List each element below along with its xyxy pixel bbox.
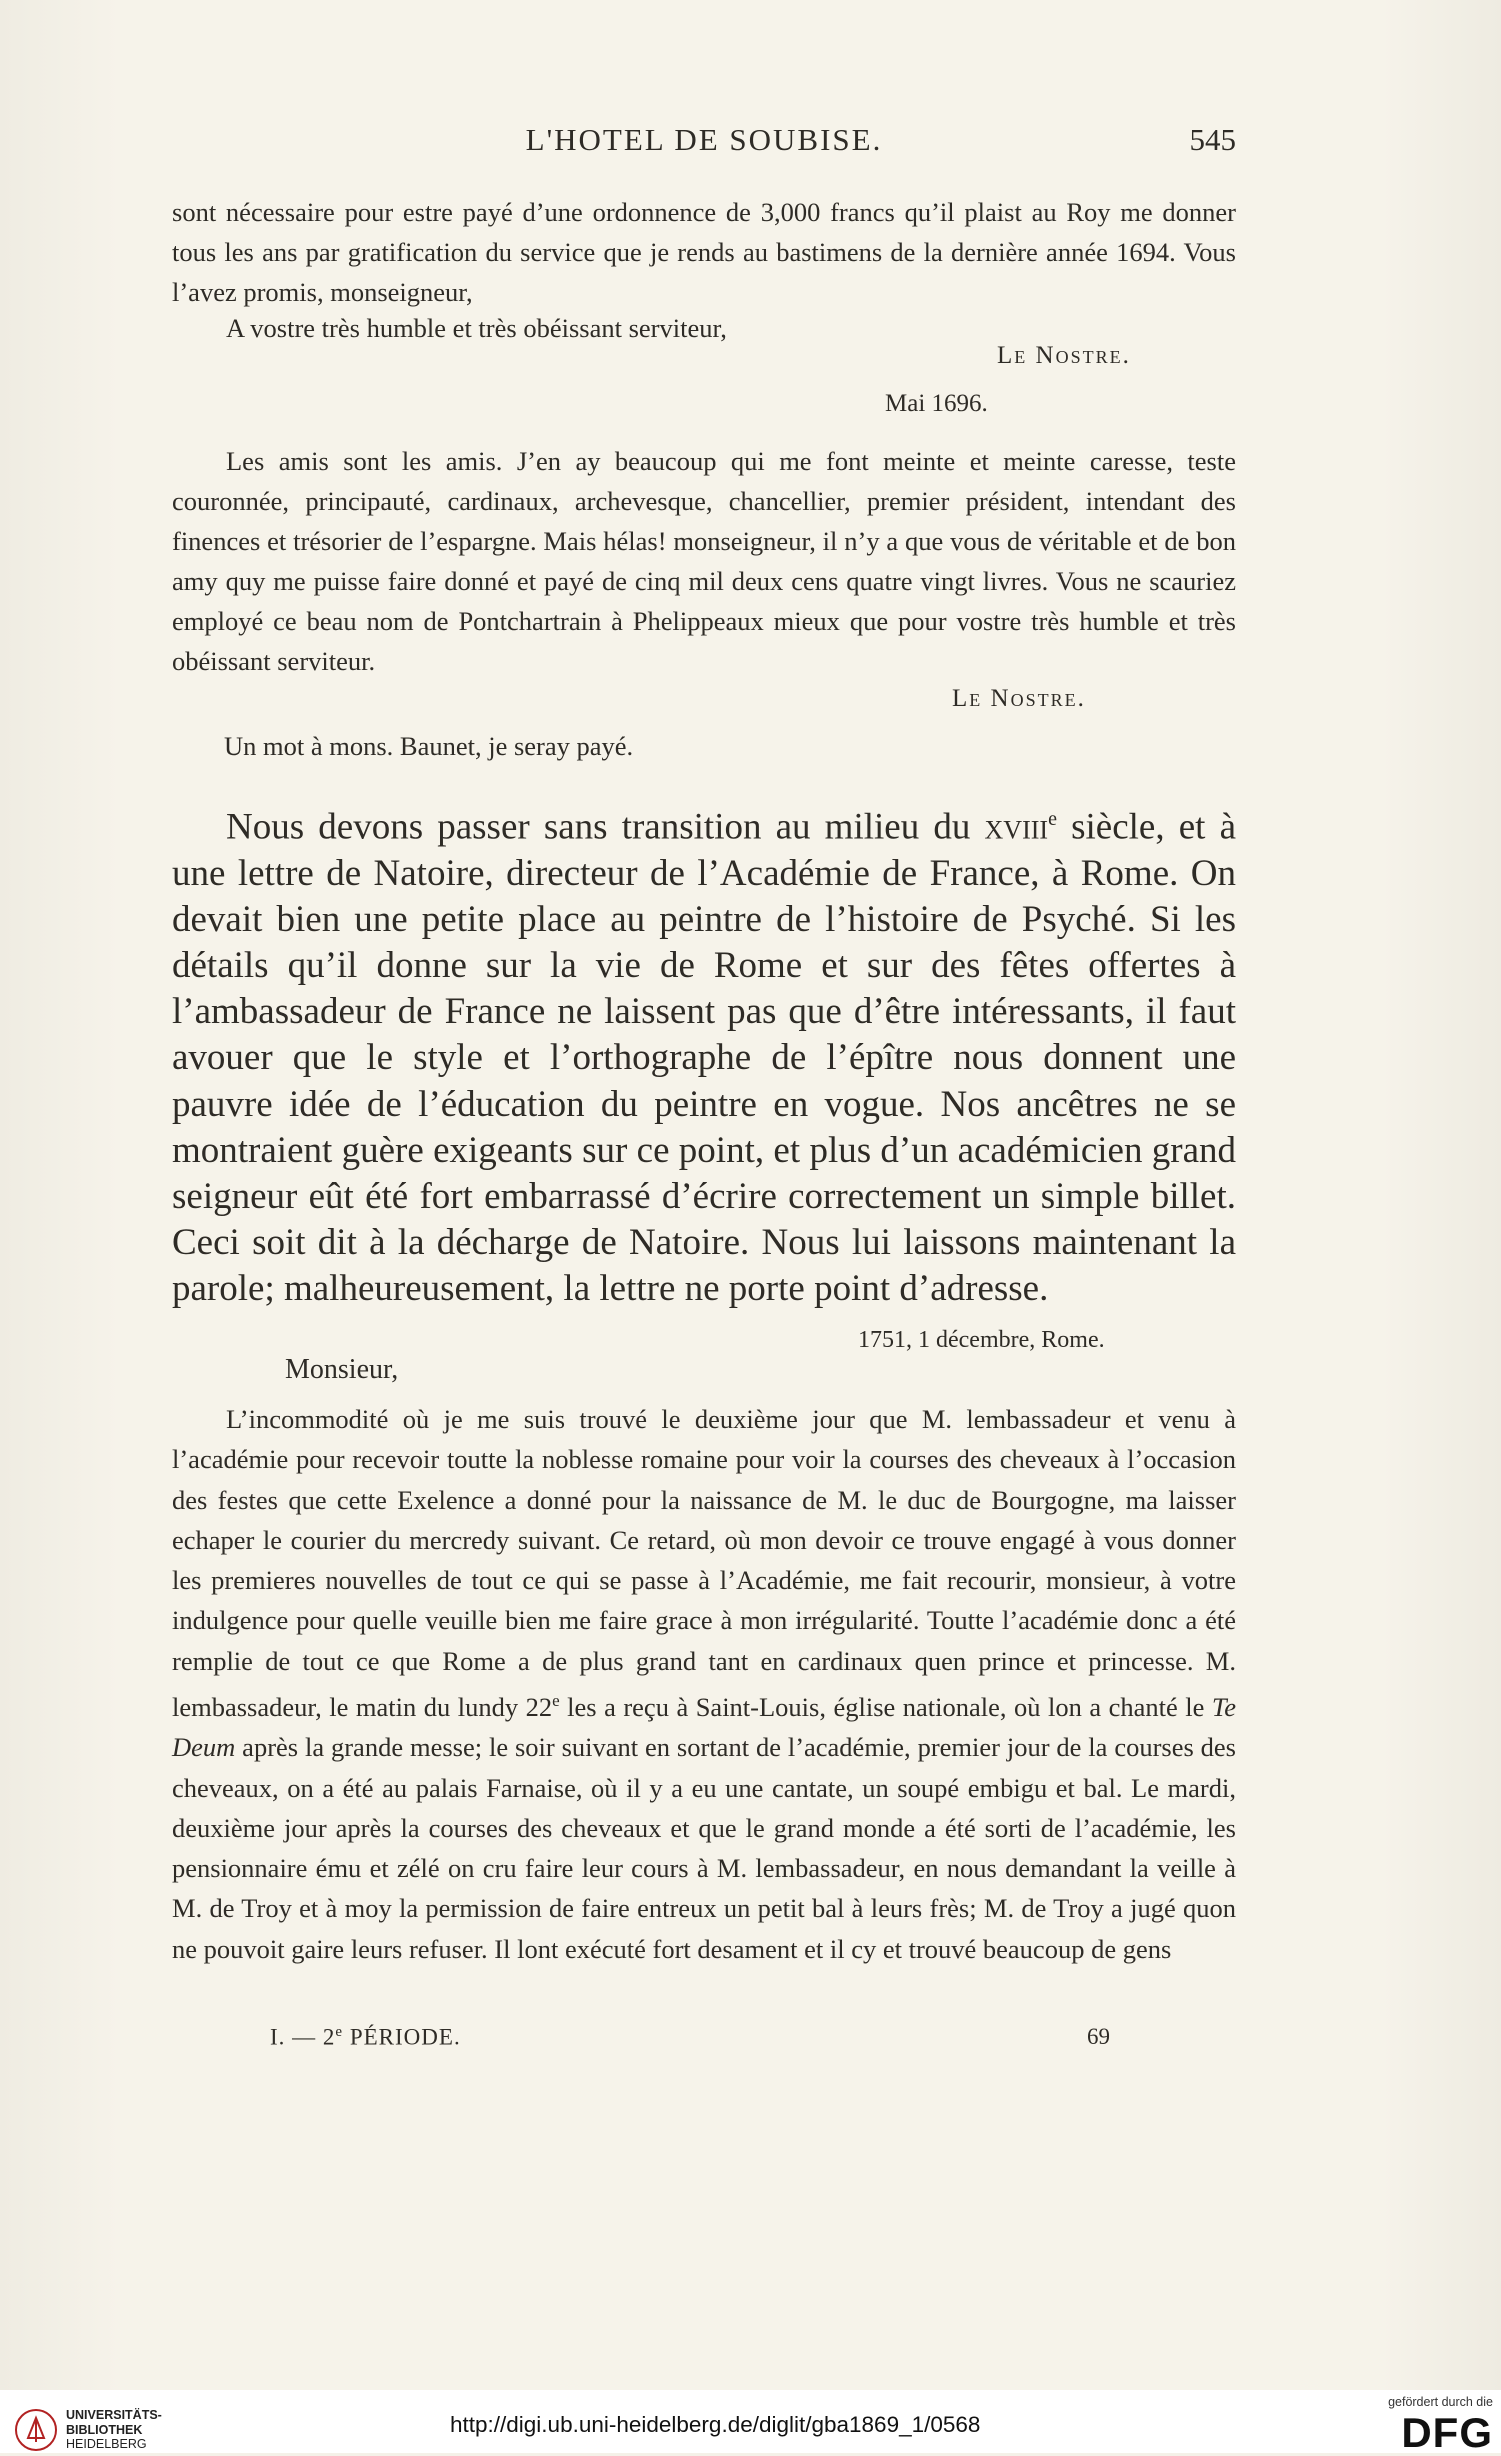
- signature-le-notre: Le Nostre.: [997, 342, 1131, 369]
- signature-mark: [270, 2024, 461, 2051]
- letter-body: sont nécessaire pour estre payé d’une ordonnence de 3,000 francs qu’il plaist au Roy me donner tous les ans par gratification du service que je rends au bastimens de la dernière année 1694. Vous l’avez promis, monseigneur,: [172, 197, 1236, 307]
- letter-body: L’incommodité où je me suis trouvé le deuxième jour que M. lembassadeur et venu à l’académie pour recevoir toutte la noblesse romaine pour voir la courses des cheveaux à l’occasion des festes que cette Exelence a donné pour la naissance de M. le duc de Bourgogne, ma laisser echaper le courier du mercredy suivant. Ce retard, où mon devoir ce trouve engagé à vous donner les premieres nouvelles de tout ce qui se passe à l’Académie, me fait recourir, monsieur, à votre indulgence pour quelle veuille bien me faire grace à mon irrégularité. Toutte l’académie donc a été remplie de tout ce que Rome a de plus grand tant en cardinaux quen prince et princesse. M. lembassadeur, le matin du lundy 22: [172, 1404, 1236, 1722]
- signature-mark-rest: PÉRIODE.: [343, 2024, 461, 2050]
- signature-mark-text: I. — 2: [270, 2024, 336, 2050]
- century-numeral: xviii: [984, 806, 1049, 848]
- letter-date: 1751, 1 décembre, Rome.: [858, 1327, 1105, 1353]
- letter-date: Mai 1696.: [885, 390, 988, 417]
- funded-label: gefördert durch die: [1388, 2395, 1493, 2409]
- letter-le-notre-1: [172, 192, 1236, 312]
- letter-body: les a reçu à Saint-Louis, église nationale, où lon a chanté le: [559, 1691, 1212, 1722]
- commentary-paragraph: [172, 796, 1236, 1313]
- postscript: Un mot à mons. Baunet, je seray payé.: [224, 731, 634, 761]
- letter-body: Les amis sont les amis. J’en ay beaucoup qui me font meinte et meinte caresse, teste couronnée, principauté, cardinaux, archevesque, chancellier, premier président, intendant des finences et trésorier de l’espargne. Mais hélas! monseigneur, il n’y a que vous de véritable et de bon amy quy me puisse faire donné et payé de cinq mil deux cens quatre vingt livres. Vous ne scauriez employé ce beau nom de Pontchartrain à Phelippeaux mieux que pour vostre très humble et très obéissant serviteur.: [172, 446, 1236, 676]
- signature-mark-sup: e: [335, 2024, 344, 2040]
- library-name: [66, 2408, 162, 2452]
- signature-le-notre: Le Nostre.: [952, 685, 1086, 712]
- letter-body: après la grande messe; le soir suivant en sortant de l’académie, premier jour de la courses des cheveaux, on a été au palais Farnaise, où il y a eu une cantate, un soupé embigu et bal. Le mardi, deuxième jour après la courses des cheveaux et que le grand monde a été sorti de l’académie, les pensionnaire ému et zélé on cru faire leur cours à M. lembassadeur, en nous demandant la veille à M. de Troy et à moy la permission de faire entreux un petit bal à leurs frès; M. de Troy a jugé quon ne pouvoit gaire leurs refuser. Il lont exécuté fort desament et il cy et trouvé beaucoup de gens: [172, 1732, 1236, 1964]
- page-footer: [270, 2024, 1110, 2064]
- commentary-text: Nous devons passer sans transition au milieu du: [226, 806, 985, 848]
- funder-logo: [1313, 2393, 1493, 2456]
- italic-title: Te Deum: [172, 1691, 1236, 1763]
- library-name-line: HEIDELBERG: [66, 2437, 147, 2451]
- letter-closing: A vostre très humble et très obéissant serviteur,: [226, 313, 727, 343]
- ordinal-superscript: e: [552, 1691, 560, 1711]
- century-superscript: e: [1048, 808, 1057, 830]
- commentary-text: siècle, et à une lettre de Natoire, directeur de l’Académie de France, à Rome. On devait bien une petite place au peintre de l’histoire de Psyché. Si les détails qu’il donne sur la vie de Rome et sur des fêtes offertes à l’ambassadeur de France ne laissent pas que d’être intéressants, il faut avouer que le style et l’orthographe de l’épître nous donnent une pauvre idée de l’éducation du peintre en vogue. Nos ancêtres ne se montraient guère exigeants sur ce point, et plus d’un académicien grand seigneur eût été fort embarrassé d’écrire correctement un simple billet. Ceci soit dit à la décharge de Natoire. Nous lui laissons maintenant la parole; malheureusement, la lettre ne porte point d’adresse.: [172, 806, 1236, 1310]
- salutation: Monsieur,: [285, 1354, 399, 1385]
- letter-natoire: [172, 1399, 1236, 1969]
- page-number: 545: [1189, 122, 1236, 157]
- running-header: [172, 122, 1236, 172]
- library-name-line: BIBLIOTHEK: [66, 2422, 143, 2437]
- university-seal-icon: [14, 2408, 58, 2452]
- letter-le-notre-2: [172, 441, 1236, 681]
- library-name-line: UNIVERSITÄTS-: [66, 2408, 162, 2422]
- dfg-logo-text: DFG: [1401, 2409, 1493, 2456]
- permalink-url[interactable]: http://digi.ub.uni-heidelberg.de/diglit/gba1869_1/0568: [450, 2412, 981, 2437]
- sheet-number: 69: [1087, 2024, 1110, 2049]
- running-title: L'HOTEL DE SOUBISE.: [525, 122, 883, 157]
